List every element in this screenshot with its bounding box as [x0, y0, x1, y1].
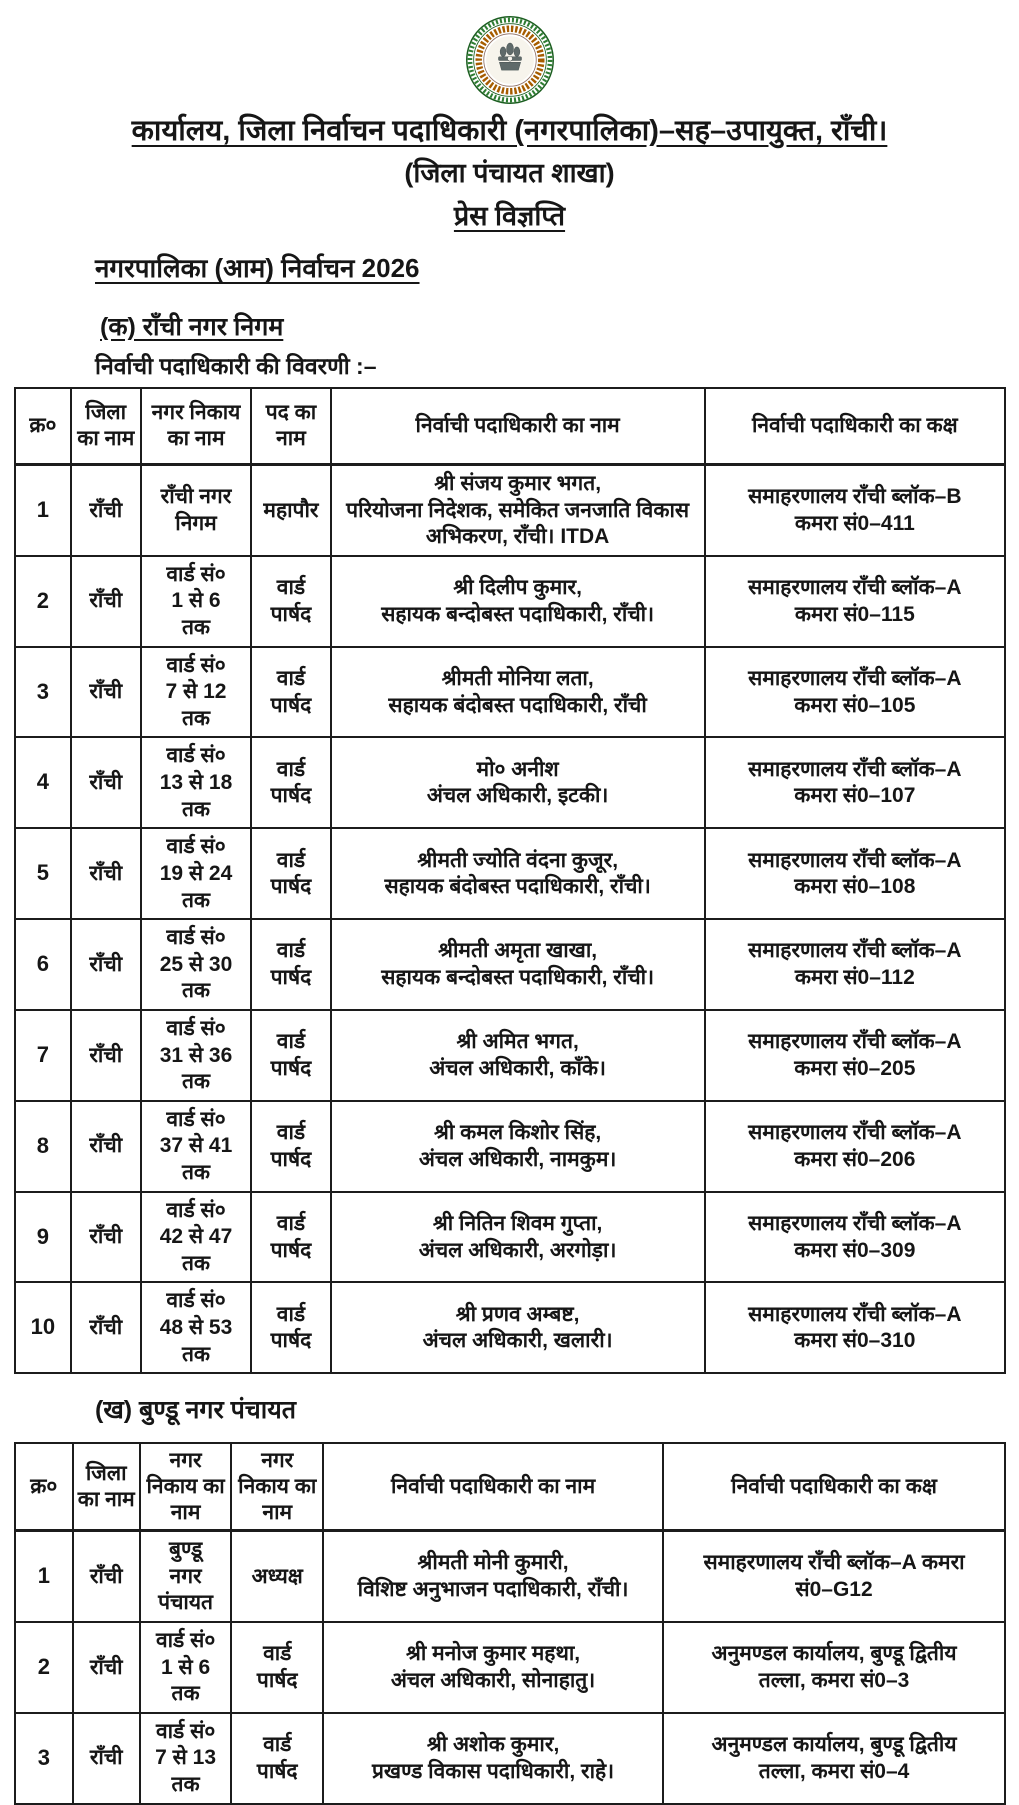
- table-cell: [705, 919, 1005, 1010]
- cell-line: पार्षद: [270, 1329, 312, 1353]
- table-cell: [141, 1101, 252, 1192]
- cell-line: पंचायत: [158, 1591, 214, 1615]
- cell-line: 13 से 18: [159, 771, 233, 795]
- column-header: निर्वाची पदाधिकारी का कक्ष: [663, 1443, 1005, 1530]
- bundu-officers-table: [14, 1442, 1006, 1804]
- table-cell: राँची: [71, 556, 141, 647]
- cell-line: पार्षद: [270, 1147, 312, 1171]
- table-row: [15, 1010, 1005, 1101]
- table-cell: [141, 1010, 252, 1101]
- cell-line: तक: [181, 888, 211, 912]
- table-cell: [141, 1192, 252, 1283]
- table-row: [15, 1101, 1005, 1192]
- cell-line: सहायक बन्दोबस्त पदाधिकारी, राँची।: [381, 966, 655, 990]
- ashoka-pillar-emblem: [498, 43, 521, 70]
- cell-line: तल्ला, कमरा सं0–3: [758, 1668, 910, 1692]
- cell-line: वार्ड सं०: [155, 1719, 216, 1743]
- column-header: निर्वाची पदाधिकारी का नाम: [323, 1443, 663, 1530]
- cell-line: समाहरणालय राँची ब्लॉक–A कमरा: [703, 1551, 965, 1575]
- cell-line: समाहरणालय राँची ब्लॉक–A: [748, 939, 962, 963]
- table-cell: [251, 556, 330, 647]
- cell-line: पार्षद: [270, 875, 312, 899]
- cell-line: कमरा सं0–108: [794, 875, 916, 899]
- cell-line: कमरा सं0–206: [794, 1147, 916, 1171]
- table-cell: 5: [15, 828, 71, 919]
- table-cell: [705, 1192, 1005, 1283]
- table-cell: [231, 1713, 323, 1804]
- table-cell: राँची: [73, 1713, 140, 1804]
- table-cell: 1: [15, 1531, 73, 1622]
- cell-line: सं0–G12: [795, 1578, 873, 1602]
- cell-line: प्रखण्ड विकास पदाधिकारी, राहे।: [371, 1759, 615, 1783]
- column-header: नगर निकाय का नाम: [141, 388, 252, 465]
- table-cell: [663, 1713, 1005, 1804]
- cell-line: कमरा सं0–205: [794, 1056, 916, 1080]
- table-row: [15, 828, 1005, 919]
- logo-container: [0, 14, 1019, 106]
- table-row: [15, 1622, 1005, 1713]
- table-cell: [141, 556, 252, 647]
- table-cell: 9: [15, 1192, 71, 1283]
- cell-line: कमरा सं0–310: [794, 1329, 916, 1353]
- cell-line: सहायक बंदोबस्त पदाधिकारी, राँची: [388, 693, 647, 717]
- table-cell: [705, 737, 1005, 828]
- cell-line: श्री दिलीप कुमार,: [453, 576, 582, 600]
- officers-list-label: निर्वाची पदाधिकारी की विवरणी :–: [95, 353, 377, 379]
- column-header: पद का नाम: [251, 388, 330, 465]
- table-cell: राँची: [71, 647, 141, 738]
- table-row: [15, 737, 1005, 828]
- cell-line: वार्ड सं०: [155, 1628, 216, 1652]
- column-header: नगर निकाय का नाम: [140, 1443, 232, 1530]
- table-cell: [141, 828, 252, 919]
- table-cell: [331, 828, 705, 919]
- cell-line: समाहरणालय राँची ब्लॉक–A: [748, 757, 962, 781]
- table-cell: [705, 1010, 1005, 1101]
- section-b-heading: (ख) बुण्डू नगर पंचायत: [95, 1396, 296, 1425]
- table-row: [15, 647, 1005, 738]
- cell-line: अनुमण्डल कार्यालय, बुण्डू द्वितीय: [711, 1733, 957, 1757]
- table-cell: [331, 647, 705, 738]
- table-cell: [323, 1622, 663, 1713]
- cell-line: पार्षद: [270, 1056, 312, 1080]
- table-cell: राँची: [71, 465, 141, 556]
- cell-line: 19 से 24: [159, 861, 233, 885]
- table-cell: [331, 1101, 705, 1192]
- table-cell: [251, 737, 330, 828]
- cell-line: 1 से 6: [160, 1655, 211, 1679]
- table-cell: [331, 556, 705, 647]
- cell-line: वार्ड: [263, 1642, 292, 1666]
- cell-line: तक: [181, 706, 211, 730]
- cell-line: 7 से 12: [165, 680, 227, 704]
- cell-line: वार्ड: [276, 1030, 306, 1054]
- cell-line: कमरा सं0–115: [794, 602, 915, 626]
- cell-line: पार्षद: [270, 602, 312, 626]
- table-cell: [331, 465, 705, 556]
- table-cell: [331, 1282, 705, 1373]
- table-cell: राँची: [73, 1622, 140, 1713]
- column-header: जिला का नाम: [73, 1443, 140, 1530]
- cell-line: वार्ड: [276, 1211, 306, 1235]
- table-row: [15, 1282, 1005, 1373]
- table-cell: [705, 1101, 1005, 1192]
- table-cell: [705, 647, 1005, 738]
- cell-line: श्रीमती मोनिया लता,: [441, 666, 594, 690]
- table-cell: [141, 1282, 252, 1373]
- cell-line: वार्ड सं०: [166, 1107, 226, 1131]
- cell-line: 37 से 41: [159, 1134, 233, 1158]
- table-cell: [331, 1192, 705, 1283]
- table-cell: [251, 1101, 330, 1192]
- cell-line: अनुमण्डल कार्यालय, बुण्डू द्वितीय: [711, 1642, 957, 1666]
- office-title: कार्यालय, जिला निर्वाचन पदाधिकारी (नगरपालिका)–सह–उपायुक्त, राँची।: [131, 115, 888, 147]
- cell-line: नगर: [169, 1564, 202, 1588]
- cell-line: अंचल अधिकारी, सोनाहातु।: [390, 1668, 596, 1692]
- cell-line: तक: [181, 1161, 211, 1185]
- column-header: नगर निकाय का नाम: [231, 1443, 323, 1530]
- cell-line: वार्ड: [276, 939, 306, 963]
- cell-line: समाहरणालय राँची ब्लॉक–B: [748, 485, 962, 509]
- cell-line: विशिष्ट अनुभाजन पदाधिकारी, राँची।: [357, 1578, 629, 1602]
- table-cell: राँची: [71, 1010, 141, 1101]
- cell-line: कमरा सं0–107: [794, 784, 916, 808]
- column-header: निर्वाची पदाधिकारी का कक्ष: [705, 388, 1005, 465]
- cell-line: समाहरणालय राँची ब्लॉक–A: [748, 848, 962, 872]
- cell-line: श्री कमल किशोर सिंह,: [434, 1121, 602, 1145]
- cell-line: बुण्डू: [168, 1538, 203, 1562]
- cell-line: तक: [181, 616, 211, 640]
- cell-line: वार्ड: [263, 1733, 292, 1757]
- cell-line: श्री अमित भगत,: [456, 1030, 579, 1054]
- table-cell: [251, 919, 330, 1010]
- cell-line: कमरा सं0–105: [794, 693, 916, 717]
- cell-line: अंचल अधिकारी, नामकुम।: [418, 1147, 617, 1171]
- table-cell: राँची: [71, 1282, 141, 1373]
- cell-line: तल्ला, कमरा सं0–4: [758, 1759, 910, 1783]
- table-row: [15, 556, 1005, 647]
- cell-line: सहायक बन्दोबस्त पदाधिकारी, राँची।: [381, 602, 655, 626]
- cell-line: समाहरणालय राँची ब्लॉक–A: [748, 1211, 962, 1235]
- cell-line: पार्षद: [256, 1759, 298, 1783]
- cell-line: पार्षद: [256, 1668, 298, 1692]
- table-row: [15, 465, 1005, 556]
- cell-line: 31 से 36: [159, 1043, 233, 1067]
- ranchi-officers-table: [14, 387, 1006, 1374]
- table-cell: [663, 1622, 1005, 1713]
- table-cell: [140, 1531, 232, 1622]
- header-row: [15, 388, 1005, 465]
- section-a-heading: (क) राँची नगर निगम: [100, 313, 284, 341]
- cell-line: तक: [171, 1772, 200, 1796]
- table-cell: [251, 1010, 330, 1101]
- table-cell: [705, 556, 1005, 647]
- cell-line: सहायक बंदोबस्त पदाधिकारी, राँची।: [384, 875, 651, 899]
- table-cell: [323, 1531, 663, 1622]
- cell-line: परियोजना निदेशक, समेकित जनजाति विकास: [346, 498, 690, 522]
- cell-line: राँची नगर: [160, 485, 232, 509]
- column-header: निर्वाची पदाधिकारी का नाम: [331, 388, 705, 465]
- table-cell: 3: [15, 1713, 73, 1804]
- cell-line: कमरा सं0–112: [794, 966, 915, 990]
- table-row: [15, 919, 1005, 1010]
- table-cell: महापौर: [251, 465, 330, 556]
- cell-line: वार्ड: [276, 757, 306, 781]
- cell-line: अंचल अधिकारी, अरगोड़ा।: [418, 1238, 617, 1262]
- table-row: [15, 1531, 1005, 1622]
- cell-line: वार्ड सं०: [166, 744, 226, 768]
- cell-line: अभिकरण, राँची। ITDA: [425, 525, 610, 549]
- table-cell: 1: [15, 465, 71, 556]
- cell-line: वार्ड: [276, 848, 306, 872]
- table-cell: 8: [15, 1101, 71, 1192]
- cell-line: वार्ड सं०: [166, 1289, 226, 1313]
- cell-line: पार्षद: [270, 784, 312, 808]
- cell-line: कमरा सं0–309: [794, 1238, 916, 1262]
- table-cell: 2: [15, 1622, 73, 1713]
- table-cell: [663, 1531, 1005, 1622]
- header-row: [15, 1443, 1005, 1530]
- table-cell: [141, 737, 252, 828]
- cell-line: श्री अशोक कुमार,: [426, 1733, 560, 1757]
- cell-line: तक: [171, 1682, 200, 1706]
- cell-line: वार्ड: [276, 576, 306, 600]
- branch-subtitle: (जिला पंचायत शाखा): [404, 158, 615, 188]
- column-header: जिला का नाम: [71, 388, 141, 465]
- cell-line: पार्षद: [270, 966, 312, 990]
- election-title: नगरपालिका (आम) निर्वाचन 2026: [95, 253, 420, 283]
- cell-line: समाहरणालय राँची ब्लॉक–A: [748, 666, 962, 690]
- table-cell: [251, 828, 330, 919]
- cell-line: अंचल अधिकारी, काँके।: [429, 1056, 607, 1080]
- cell-line: मो० अनीश: [476, 757, 559, 781]
- table-cell: [141, 647, 252, 738]
- table-cell: 7: [15, 1010, 71, 1101]
- table-cell: 6: [15, 919, 71, 1010]
- cell-line: 1 से 6: [171, 589, 221, 613]
- table-cell: [705, 465, 1005, 556]
- table-row: [15, 1192, 1005, 1283]
- table-cell: 10: [15, 1282, 71, 1373]
- table-cell: राँची: [71, 1101, 141, 1192]
- cell-line: श्रीमती अमृता खाखा,: [438, 939, 598, 963]
- table-cell: [251, 1282, 330, 1373]
- table-cell: [140, 1713, 232, 1804]
- table-cell: राँची: [71, 1192, 141, 1283]
- cell-line: समाहरणालय राँची ब्लॉक–A: [748, 1030, 962, 1054]
- cell-line: कमरा सं0–411: [794, 511, 915, 535]
- cell-line: पार्षद: [270, 693, 312, 717]
- cell-line: पार्षद: [270, 1238, 312, 1262]
- cell-line: वार्ड: [276, 666, 306, 690]
- cell-line: श्री प्रणव अम्बष्ट,: [455, 1302, 580, 1326]
- cell-line: 48 से 53: [159, 1316, 233, 1340]
- table-cell: राँची: [71, 737, 141, 828]
- table-cell: [705, 1282, 1005, 1373]
- table-cell: [331, 919, 705, 1010]
- cell-line: समाहरणालय राँची ब्लॉक–A: [748, 1121, 962, 1145]
- cell-line: वार्ड: [276, 1302, 306, 1326]
- cell-line: वार्ड: [276, 1121, 306, 1145]
- cell-line: तक: [181, 797, 211, 821]
- table-row: [15, 1713, 1005, 1804]
- cell-line: तक: [181, 1251, 211, 1275]
- table-cell: [231, 1622, 323, 1713]
- cell-line: श्री मनोज कुमार महथा,: [405, 1642, 581, 1666]
- table-cell: 2: [15, 556, 71, 647]
- cell-line: समाहरणालय राँची ब्लॉक–A: [748, 1302, 962, 1326]
- table-cell: [331, 737, 705, 828]
- cell-line: 7 से 13: [155, 1746, 217, 1770]
- cell-line: श्रीमती ज्योति वंदना कुजूर,: [417, 848, 619, 872]
- cell-line: वार्ड सं०: [166, 562, 226, 586]
- cell-line: अंचल अधिकारी, खलारी।: [422, 1329, 613, 1353]
- table-cell: 4: [15, 737, 71, 828]
- table-cell: 3: [15, 647, 71, 738]
- table-cell: [141, 465, 252, 556]
- jharkhand-seal-logo: [464, 14, 556, 106]
- cell-line: तक: [181, 979, 211, 1003]
- cell-line: वार्ड सं०: [166, 1198, 226, 1222]
- cell-line: अंचल अधिकारी, इटकी।: [426, 784, 609, 808]
- table-cell: राँची: [73, 1531, 140, 1622]
- table-cell: [251, 647, 330, 738]
- press-release-title: प्रेस विज्ञप्ति: [453, 201, 566, 231]
- cell-line: वार्ड सं०: [166, 926, 226, 950]
- table-cell: [141, 919, 252, 1010]
- cell-line: 42 से 47: [159, 1225, 233, 1249]
- table-cell: [331, 1010, 705, 1101]
- column-header: क्र०: [15, 388, 71, 465]
- cell-line: 25 से 30: [159, 952, 233, 976]
- cell-line: श्री नितिन शिवम गुप्ता,: [432, 1211, 603, 1235]
- table-cell: [323, 1713, 663, 1804]
- table-cell: राँची: [71, 828, 141, 919]
- cell-line: वार्ड सं०: [166, 835, 226, 859]
- cell-line: तक: [181, 1070, 211, 1094]
- cell-line: वार्ड सं०: [166, 653, 226, 677]
- cell-line: समाहरणालय राँची ब्लॉक–A: [748, 576, 962, 600]
- cell-line: वार्ड सं०: [166, 1016, 226, 1040]
- table-cell: [251, 1192, 330, 1283]
- cell-line: श्री संजय कुमार भगत,: [434, 472, 602, 495]
- table-cell: राँची: [71, 919, 141, 1010]
- table-cell: अध्यक्ष: [231, 1531, 323, 1622]
- cell-line: तक: [181, 1342, 211, 1366]
- cell-line: निगम: [175, 511, 217, 535]
- column-header: क्र०: [15, 1443, 73, 1530]
- table-cell: [140, 1622, 232, 1713]
- cell-line: श्रीमती मोनी कुमारी,: [417, 1551, 569, 1575]
- table-cell: [705, 828, 1005, 919]
